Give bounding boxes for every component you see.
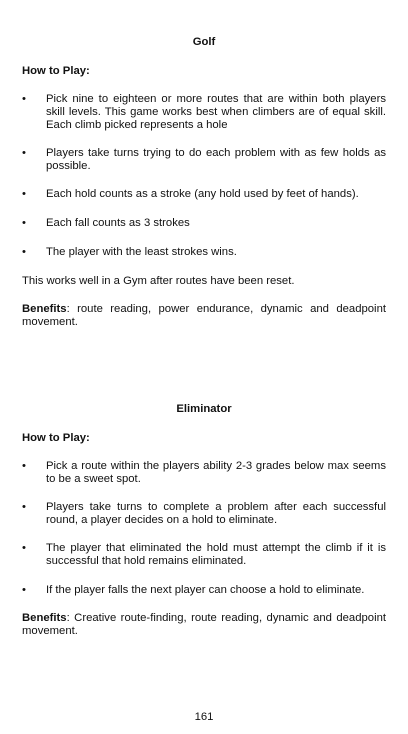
list-item: • Players take turns trying to do each problem with as few holds as possible. xyxy=(22,147,386,172)
golf-how-to-play-heading: How to Play: xyxy=(22,65,90,77)
bullet-icon: • xyxy=(22,246,26,258)
bullet-icon: • xyxy=(22,542,26,554)
list-item: • If the player falls the next player can choose a hold to eliminate. xyxy=(22,584,365,596)
golf-rules-list xyxy=(22,93,386,259)
bullet-icon: • xyxy=(22,147,26,159)
eliminator-rules-list xyxy=(22,460,386,597)
list-item: • Players take turns to complete a problem after each successful round, a player decides on a hold to eliminate. xyxy=(22,501,386,526)
list-item: • The player that eliminated the hold must attempt the climb if it is successful that hold remains eliminated. xyxy=(22,542,386,567)
page-number: 161 xyxy=(194,711,214,723)
benefits-label: Benefits xyxy=(22,612,67,624)
bullet-icon: • xyxy=(22,188,26,200)
eliminator-how-to-play-heading: How to Play: xyxy=(22,432,90,444)
list-item: • Pick nine to eighteen or more routes that are within both players skill levels. This game works best when climbers are of equal skill. Each climb picked represents a hole xyxy=(22,93,386,131)
list-item: • The player with the least strokes wins. xyxy=(22,246,237,258)
eliminator-title: Eliminator xyxy=(176,403,232,415)
bullet-icon: • xyxy=(22,93,26,105)
list-item: • Each fall counts as 3 strokes xyxy=(22,217,190,229)
golf-section xyxy=(22,36,386,329)
golf-title: Golf xyxy=(192,36,216,48)
bullet-icon: • xyxy=(22,501,26,513)
bullet-icon: • xyxy=(22,460,26,472)
benefits-text: : Creative route-finding, route reading, dynamic and deadpoint movement. xyxy=(22,612,386,637)
eliminator-benefits xyxy=(22,612,386,638)
bullet-icon: • xyxy=(22,217,26,229)
golf-note: This works well in a Gym after routes have been reset. xyxy=(22,275,295,287)
benefits-label: Benefits xyxy=(22,303,67,315)
benefits-text: : route reading, power endurance, dynamic and deadpoint movement. xyxy=(22,303,386,328)
golf-benefits xyxy=(22,303,386,329)
eliminator-section xyxy=(22,403,386,638)
list-item: • Pick a route within the players ability 2-3 grades below max seems to be a sweet spot. xyxy=(22,460,386,485)
bullet-icon: • xyxy=(22,584,26,596)
list-item: • Each hold counts as a stroke (any hold used by feet of hands). xyxy=(22,188,359,200)
